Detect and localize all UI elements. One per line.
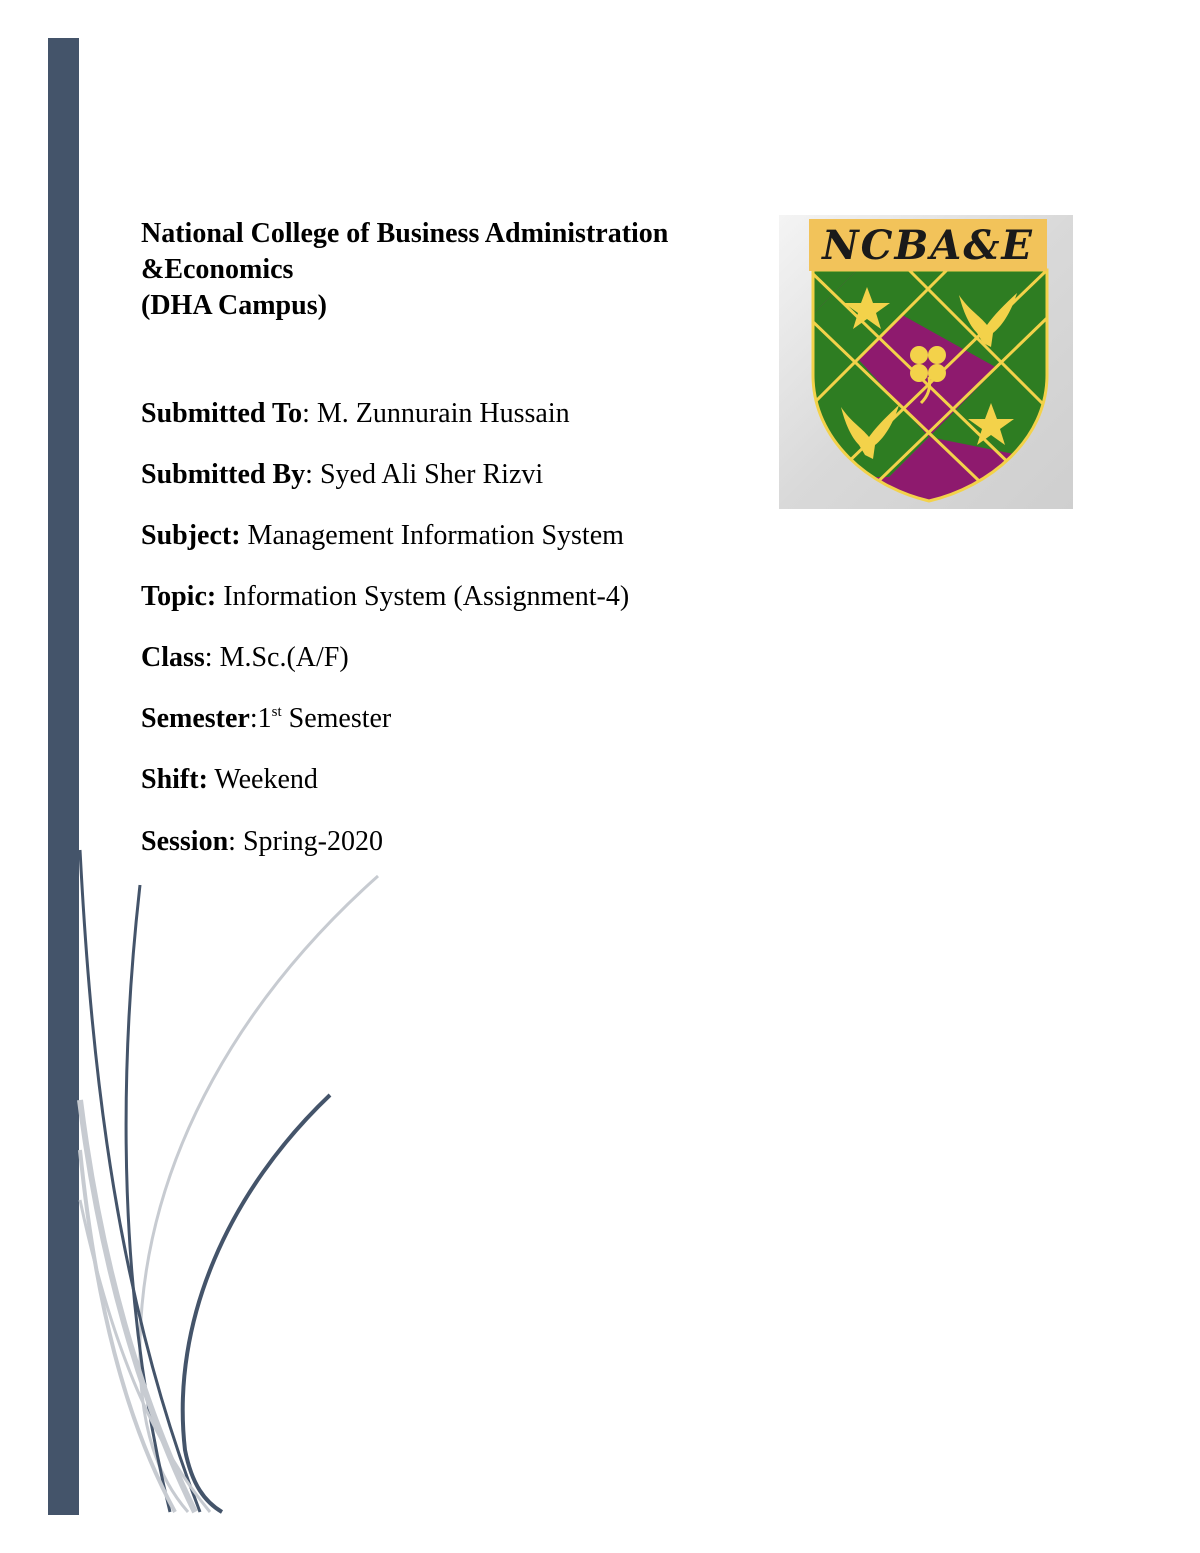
submitted-to-sep: : <box>302 398 317 429</box>
shift-label: Shift: <box>141 764 208 795</box>
swoosh-dark-1 <box>183 1095 330 1512</box>
submitted-to-value: M. Zunnurain Hussain <box>316 398 570 429</box>
submitted-by-sep: : <box>305 459 320 490</box>
semester-value: Semester <box>281 703 392 734</box>
college-name-cont: &Economics <box>141 254 294 285</box>
submitted-to-label: Submitted To <box>141 398 303 429</box>
submitted-by-value: Syed Ali Sher Rizvi <box>319 459 544 490</box>
semester-suffix: st <box>271 704 282 720</box>
session-label: Session <box>141 826 229 857</box>
field-session <box>141 825 383 859</box>
topic-label: Topic: <box>141 581 217 612</box>
session-value: Spring-2020 <box>242 826 383 857</box>
field-submitted-by <box>141 458 543 492</box>
college-name: National College of Business Administration <box>141 218 669 249</box>
class-value: M.Sc.(A/F) <box>219 642 349 673</box>
field-submitted-to <box>141 397 570 431</box>
swoosh-light-1 <box>140 876 378 1512</box>
subject-sep <box>241 520 248 551</box>
campus-name: (DHA Campus) <box>141 290 327 321</box>
class-sep: : <box>204 642 220 673</box>
college-crest-logo <box>779 215 1073 509</box>
topic-value: Information System (Assignment-4) <box>223 581 630 612</box>
class-label: Class <box>141 642 205 673</box>
logo-banner-text: NCBA&E <box>822 222 1034 269</box>
field-shift <box>141 763 318 797</box>
shift-value: Weekend <box>214 764 318 795</box>
subject-label: Subject: <box>141 520 241 551</box>
semester-sep: : <box>249 703 258 734</box>
subject-value: Management Information System <box>247 520 624 551</box>
field-semester <box>141 702 391 736</box>
field-topic <box>141 580 629 614</box>
semester-number: 1 <box>257 703 272 734</box>
field-class <box>141 641 349 675</box>
college-header <box>141 216 761 324</box>
session-sep: : <box>228 826 243 857</box>
field-subject <box>141 519 624 553</box>
submitted-by-label: Submitted By <box>141 459 306 490</box>
semester-label: Semester <box>141 703 250 734</box>
